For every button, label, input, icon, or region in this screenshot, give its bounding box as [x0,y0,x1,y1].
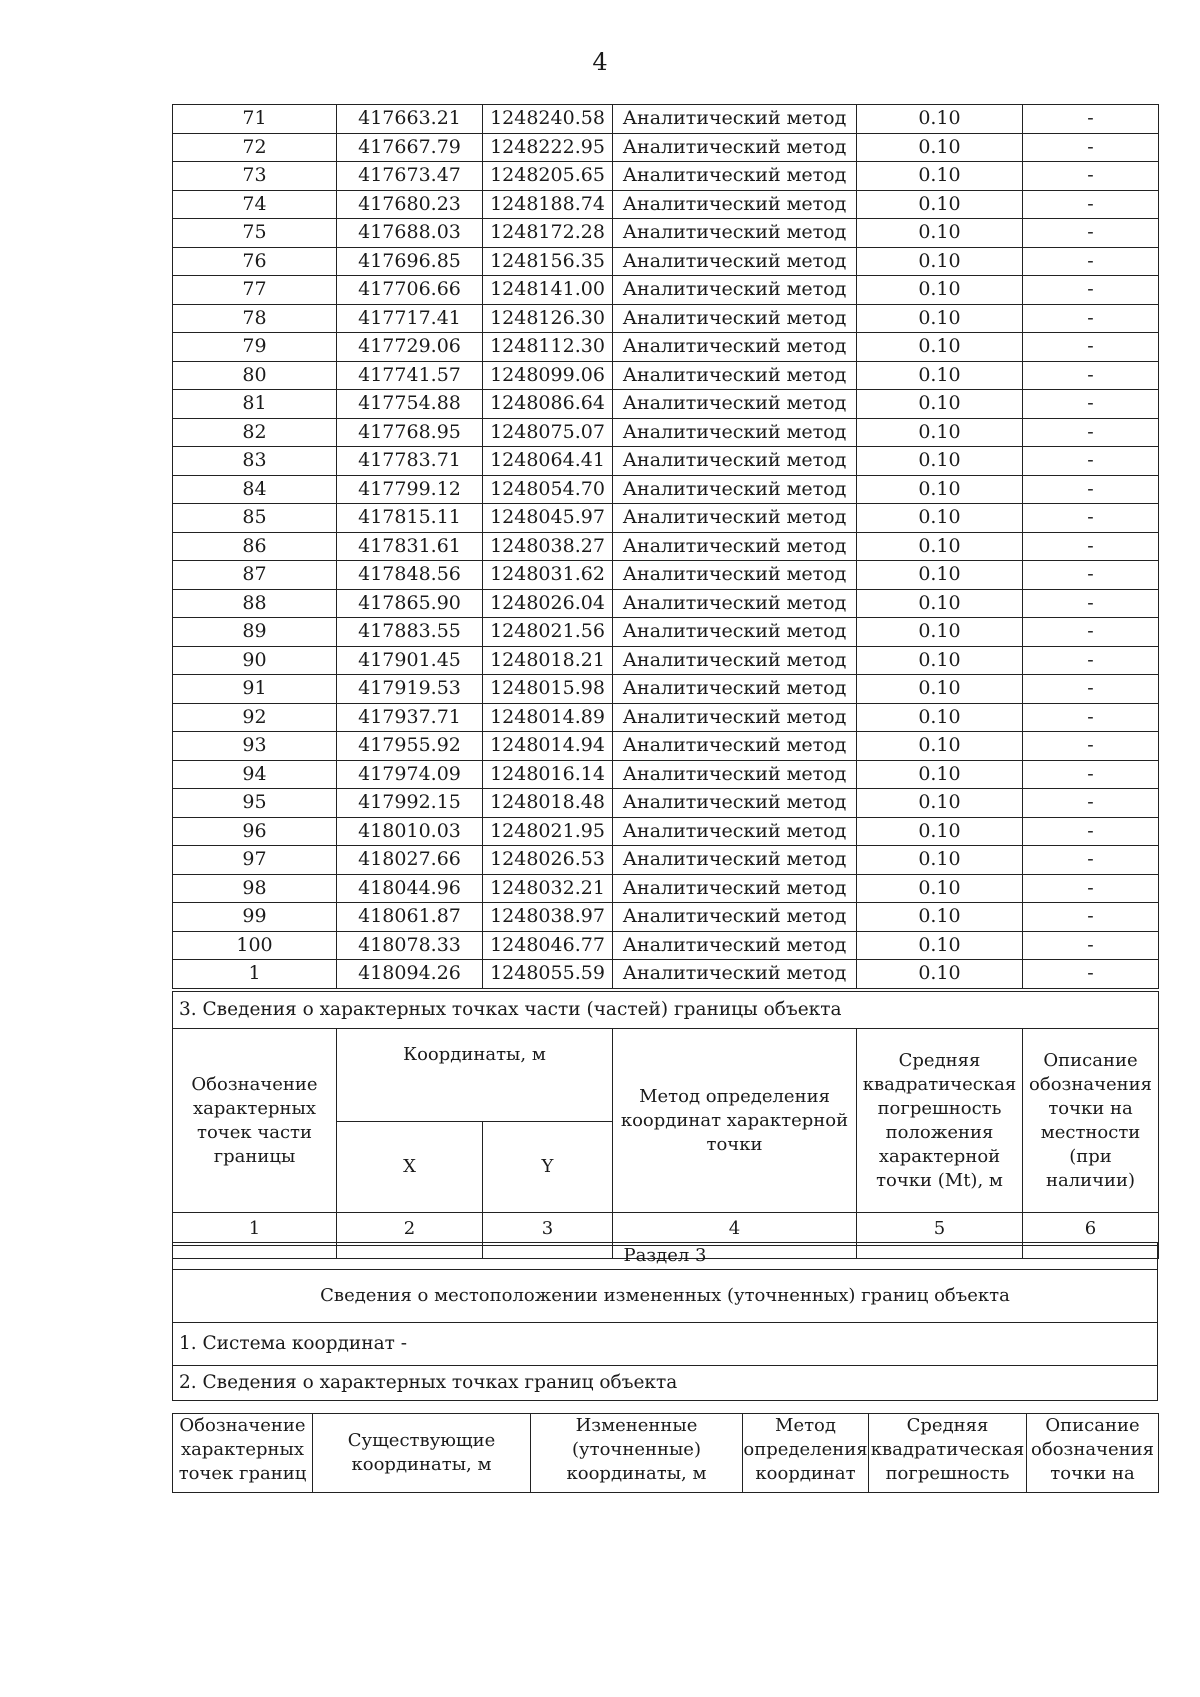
error-value: 0.10 [857,561,1023,590]
section3-table [172,1242,1158,1401]
error-value: 0.10 [857,732,1023,761]
header-x: X [337,1122,483,1213]
table-row [173,390,1159,419]
error-value: 0.10 [857,874,1023,903]
method: Аналитический метод [613,589,857,618]
x-coordinate: 417955.92 [337,732,483,761]
table-row [173,675,1159,704]
y-coordinate: 1248112.30 [483,333,613,362]
error-value: 0.10 [857,105,1023,134]
table-row [173,532,1159,561]
x-coordinate: 417680.23 [337,190,483,219]
error-value: 0.10 [857,333,1023,362]
table-row [173,276,1159,305]
method: Аналитический метод [613,817,857,846]
header-method: Метод определения координат [743,1414,869,1493]
method: Аналитический метод [613,162,857,191]
x-coordinate: 418094.26 [337,960,483,989]
method: Аналитический метод [613,874,857,903]
x-coordinate: 418061.87 [337,903,483,932]
section-subtitle: Сведения о местоположении измененных (уточненных) границ объекта [173,1270,1158,1323]
header-description: Описание обозначения точки на [1027,1414,1159,1493]
method: Аналитический метод [613,903,857,932]
column-number: 1 [173,1213,337,1246]
method: Аналитический метод [613,960,857,989]
y-coordinate: 1248018.48 [483,789,613,818]
error-value: 0.10 [857,960,1023,989]
error-value: 0.10 [857,903,1023,932]
header-error: Средняя квадратическая погрешность положения характерной точки (Mt), м [857,1029,1023,1213]
x-coordinate: 418027.66 [337,846,483,875]
description: - [1023,190,1159,219]
error-value: 0.10 [857,703,1023,732]
table-row [173,874,1159,903]
y-coordinate: 1248014.94 [483,732,613,761]
y-coordinate: 1248222.95 [483,133,613,162]
point-number: 100 [173,931,337,960]
method: Аналитический метод [613,618,857,647]
point-number: 90 [173,646,337,675]
y-coordinate: 1248026.53 [483,846,613,875]
description: - [1023,903,1159,932]
table-row [173,817,1159,846]
point-number: 88 [173,589,337,618]
table-row [173,304,1159,333]
header-error: Средняя квадратическая погрешность [869,1414,1027,1493]
y-coordinate: 1248021.56 [483,618,613,647]
description: - [1023,817,1159,846]
section-title: Раздел 3 [173,1243,1158,1270]
column-number: 4 [613,1213,857,1246]
method: Аналитический метод [613,276,857,305]
table-row [173,589,1159,618]
point-number: 85 [173,504,337,533]
error-value: 0.10 [857,133,1023,162]
method: Аналитический метод [613,561,857,590]
description: - [1023,732,1159,761]
description: - [1023,618,1159,647]
point-number: 75 [173,219,337,248]
y-coordinate: 1248126.30 [483,304,613,333]
method: Аналитический метод [613,703,857,732]
y-coordinate: 1248032.21 [483,874,613,903]
table-row [173,418,1159,447]
table-row [173,333,1159,362]
x-coordinate: 417667.79 [337,133,483,162]
description: - [1023,475,1159,504]
method: Аналитический метод [613,247,857,276]
point-number: 79 [173,333,337,362]
x-coordinate: 417799.12 [337,475,483,504]
x-coordinate: 417865.90 [337,589,483,618]
page-number: 4 [592,48,608,76]
x-coordinate: 417717.41 [337,304,483,333]
method: Аналитический метод [613,190,857,219]
x-coordinate: 417673.47 [337,162,483,191]
error-value: 0.10 [857,789,1023,818]
description: - [1023,133,1159,162]
y-coordinate: 1248075.07 [483,418,613,447]
point-number: 83 [173,447,337,476]
x-coordinate: 417706.66 [337,276,483,305]
boundary-parts-table [172,991,1159,1259]
table-row [173,732,1159,761]
table-row [173,960,1159,989]
point-number: 82 [173,418,337,447]
x-coordinate: 417663.21 [337,105,483,134]
y-coordinate: 1248099.06 [483,361,613,390]
point-number: 78 [173,304,337,333]
method: Аналитический метод [613,105,857,134]
y-coordinate: 1248038.97 [483,903,613,932]
x-coordinate: 417688.03 [337,219,483,248]
column-number: 2 [337,1213,483,1246]
method: Аналитический метод [613,846,857,875]
table-row [173,760,1159,789]
y-coordinate: 1248015.98 [483,675,613,704]
y-coordinate: 1248141.00 [483,276,613,305]
point-number: 89 [173,618,337,647]
header-changed-coordinates: Измененные (уточненные) координаты, м [531,1414,743,1493]
method: Аналитический метод [613,390,857,419]
point-number: 1 [173,960,337,989]
x-coordinate: 417729.06 [337,333,483,362]
error-value: 0.10 [857,846,1023,875]
changed-boundary-table [172,1413,1159,1493]
table-row [173,789,1159,818]
error-value: 0.10 [857,646,1023,675]
point-number: 97 [173,846,337,875]
x-coordinate: 417783.71 [337,447,483,476]
error-value: 0.10 [857,390,1023,419]
x-coordinate: 418010.03 [337,817,483,846]
error-value: 0.10 [857,760,1023,789]
description: - [1023,105,1159,134]
point-number: 94 [173,760,337,789]
description: - [1023,219,1159,248]
description: - [1023,561,1159,590]
method: Аналитический метод [613,418,857,447]
y-coordinate: 1248031.62 [483,561,613,590]
x-coordinate: 417815.11 [337,504,483,533]
points-caption: 2. Сведения о характерных точках границ объекта [173,1366,1158,1401]
x-coordinate: 418044.96 [337,874,483,903]
table-row [173,903,1159,932]
y-coordinate: 1248086.64 [483,390,613,419]
x-coordinate: 417937.71 [337,703,483,732]
point-number: 86 [173,532,337,561]
description: - [1023,418,1159,447]
error-value: 0.10 [857,162,1023,191]
description: - [1023,960,1159,989]
method: Аналитический метод [613,646,857,675]
error-value: 0.10 [857,418,1023,447]
header-method: Метод определения координат характерной точки [613,1029,857,1213]
description: - [1023,276,1159,305]
description: - [1023,333,1159,362]
description: - [1023,447,1159,476]
description: - [1023,304,1159,333]
error-value: 0.10 [857,618,1023,647]
y-coordinate: 1248055.59 [483,960,613,989]
coordinate-system: 1. Система координат - [173,1323,1158,1366]
y-coordinate: 1248156.35 [483,247,613,276]
description: - [1023,846,1159,875]
y-coordinate: 1248172.28 [483,219,613,248]
y-coordinate: 1248240.58 [483,105,613,134]
method: Аналитический метод [613,219,857,248]
x-coordinate: 417831.61 [337,532,483,561]
y-coordinate: 1248014.89 [483,703,613,732]
parts-caption: 3. Сведения о характерных точках части (частей) границы объекта [173,992,1159,1029]
error-value: 0.10 [857,447,1023,476]
method: Аналитический метод [613,361,857,390]
description: - [1023,390,1159,419]
error-value: 0.10 [857,475,1023,504]
x-coordinate: 417883.55 [337,618,483,647]
header-designation: Обозначение характерных точек части границы [173,1029,337,1213]
boundary-points-table [172,104,1159,989]
description: - [1023,675,1159,704]
y-coordinate: 1248038.27 [483,532,613,561]
table-row [173,247,1159,276]
error-value: 0.10 [857,190,1023,219]
table-row [173,475,1159,504]
method: Аналитический метод [613,133,857,162]
y-coordinate: 1248064.41 [483,447,613,476]
x-coordinate: 417848.56 [337,561,483,590]
description: - [1023,504,1159,533]
y-coordinate: 1248016.14 [483,760,613,789]
error-value: 0.10 [857,532,1023,561]
x-coordinate: 417696.85 [337,247,483,276]
method: Аналитический метод [613,789,857,818]
x-coordinate: 418078.33 [337,931,483,960]
x-coordinate: 417768.95 [337,418,483,447]
table-row [173,133,1159,162]
method: Аналитический метод [613,675,857,704]
table-row [173,646,1159,675]
error-value: 0.10 [857,276,1023,305]
table-row [173,447,1159,476]
point-number: 72 [173,133,337,162]
column-number: 6 [1023,1213,1159,1246]
x-coordinate: 417754.88 [337,390,483,419]
y-coordinate: 1248054.70 [483,475,613,504]
description: - [1023,532,1159,561]
point-number: 87 [173,561,337,590]
header-designation: Обозначение характерных точек границ [173,1414,313,1493]
table-row [173,561,1159,590]
point-number: 80 [173,361,337,390]
x-coordinate: 417919.53 [337,675,483,704]
y-coordinate: 1248045.97 [483,504,613,533]
x-coordinate: 417974.09 [337,760,483,789]
point-number: 73 [173,162,337,191]
y-coordinate: 1248026.04 [483,589,613,618]
point-number: 77 [173,276,337,305]
point-number: 71 [173,105,337,134]
method: Аналитический метод [613,447,857,476]
description: - [1023,874,1159,903]
description: - [1023,247,1159,276]
table-row [173,703,1159,732]
point-number: 93 [173,732,337,761]
error-value: 0.10 [857,504,1023,533]
column-number: 5 [857,1213,1023,1246]
method: Аналитический метод [613,760,857,789]
error-value: 0.10 [857,219,1023,248]
description: - [1023,162,1159,191]
y-coordinate: 1248205.65 [483,162,613,191]
error-value: 0.10 [857,675,1023,704]
description: - [1023,589,1159,618]
y-coordinate: 1248018.21 [483,646,613,675]
error-value: 0.10 [857,304,1023,333]
method: Аналитический метод [613,475,857,504]
error-value: 0.10 [857,589,1023,618]
column-number: 3 [483,1213,613,1246]
table-row [173,105,1159,134]
y-coordinate: 1248021.95 [483,817,613,846]
description: - [1023,931,1159,960]
error-value: 0.10 [857,931,1023,960]
table-row [173,162,1159,191]
x-coordinate: 417901.45 [337,646,483,675]
y-coordinate: 1248046.77 [483,931,613,960]
point-number: 95 [173,789,337,818]
description: - [1023,361,1159,390]
point-number: 92 [173,703,337,732]
point-number: 81 [173,390,337,419]
method: Аналитический метод [613,333,857,362]
table-row [173,618,1159,647]
point-number: 91 [173,675,337,704]
description: - [1023,703,1159,732]
method: Аналитический метод [613,931,857,960]
table-row [173,219,1159,248]
x-coordinate: 417741.57 [337,361,483,390]
point-number: 74 [173,190,337,219]
header-existing-coordinates: Существующие координаты, м [313,1414,531,1493]
point-number: 99 [173,903,337,932]
table-row [173,846,1159,875]
method: Аналитический метод [613,732,857,761]
header-description: Описание обозначения точки на местности (при наличии) [1023,1029,1159,1213]
table-row [173,931,1159,960]
table-row [173,190,1159,219]
description: - [1023,789,1159,818]
error-value: 0.10 [857,361,1023,390]
error-value: 0.10 [857,817,1023,846]
table-row [173,361,1159,390]
table-row [173,504,1159,533]
y-coordinate: 1248188.74 [483,190,613,219]
header-coordinates: Координаты, м [337,1029,613,1122]
method: Аналитический метод [613,532,857,561]
error-value: 0.10 [857,247,1023,276]
header-y: Y [483,1122,613,1213]
description: - [1023,760,1159,789]
point-number: 96 [173,817,337,846]
point-number: 98 [173,874,337,903]
description: - [1023,646,1159,675]
point-number: 76 [173,247,337,276]
point-number: 84 [173,475,337,504]
method: Аналитический метод [613,504,857,533]
method: Аналитический метод [613,304,857,333]
x-coordinate: 417992.15 [337,789,483,818]
